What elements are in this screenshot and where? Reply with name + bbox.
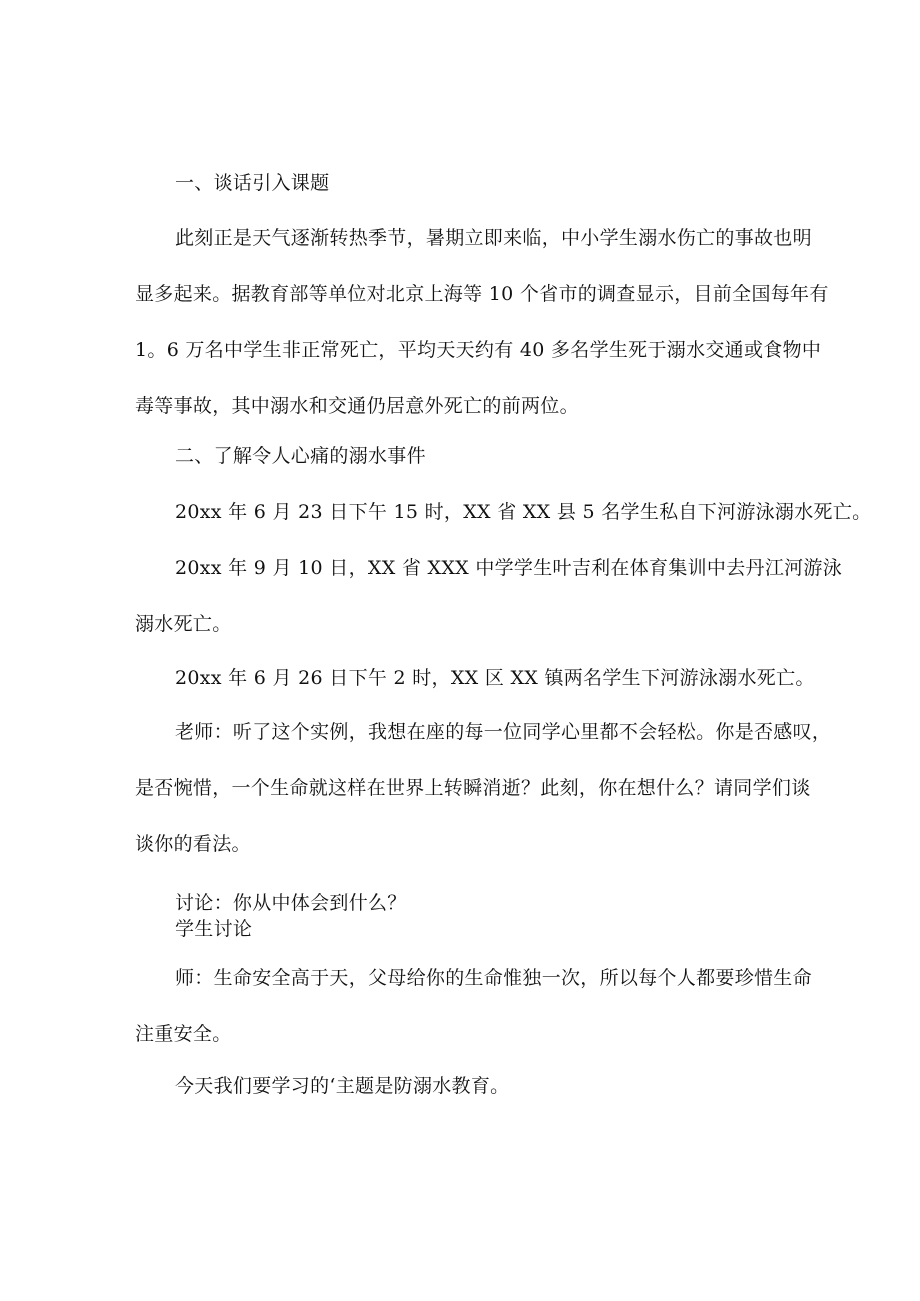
text-line: 讨论：你从中体会到什么？ — [175, 892, 407, 914]
text-line: 1。6 万名中学生非正常死亡，平均天天约有 40 多名学生死于溺水交通或食物中 — [135, 339, 822, 361]
text-line: 20xx 年 6 月 26 日下午 2 时，XX 区 XX 镇两名学生下河游泳溺水死亡。 — [175, 667, 815, 689]
text-line: 一、谈话引入课题 — [175, 172, 330, 194]
text-line: 师：生命安全高于天，父母给你的生命惟独一次，所以每个人都要珍惜生命 — [175, 967, 812, 989]
text-line: 谈你的看法。 — [135, 833, 251, 855]
text-line: 此刻正是天气逐渐转热季节，暑期立即来临，中小学生溺水伤亡的事故也明 — [175, 227, 812, 249]
text-line: 溺水死亡。 — [135, 613, 232, 635]
text-line: 注重安全。 — [135, 1023, 232, 1045]
paragraph-background — [135, 210, 829, 434]
paragraph-event-1 — [135, 484, 872, 540]
text-line: 20xx 年 9 月 10 日，XX 省 XXX 中学学生叶吉利在体育集训中去丹江河游泳 — [175, 557, 843, 579]
paragraph-teacher-summary — [135, 950, 812, 1062]
text-line: 今天我们要学习的‘主题是防溺水教育。 — [175, 1075, 510, 1097]
text-line: 毒等事故，其中溺水和交通仍居意外死亡的前两位。 — [135, 395, 579, 417]
paragraph-discussion — [135, 890, 795, 942]
text-line: 显多起来。据教育部等单位对北京上海等 10 个省市的调查显示，目前全国每年有 — [135, 283, 829, 305]
paragraph-event-2 — [135, 540, 843, 652]
paragraph-teacher-question — [135, 704, 832, 872]
heading-intro — [135, 155, 795, 211]
text-line: 20xx 年 6 月 23 日下午 15 时，XX 省 XX 县 5 名学生私自下河游泳溺水死亡。 — [175, 501, 872, 523]
paragraph-topic — [135, 1058, 795, 1114]
heading-events — [135, 428, 795, 484]
text-line: 二、了解令人心痛的溺水事件 — [175, 445, 426, 467]
text-line: 老师：听了这个实例，我想在座的每一位同学心里都不会轻松。你是否感叹， — [175, 721, 832, 743]
text-line: 是否惋惜，一个生命就这样在世界上转瞬消逝？此刻，你在想什么？请同学们谈 — [135, 777, 811, 799]
text-line: 学生讨论 — [175, 918, 253, 940]
paragraph-event-3 — [135, 650, 815, 706]
